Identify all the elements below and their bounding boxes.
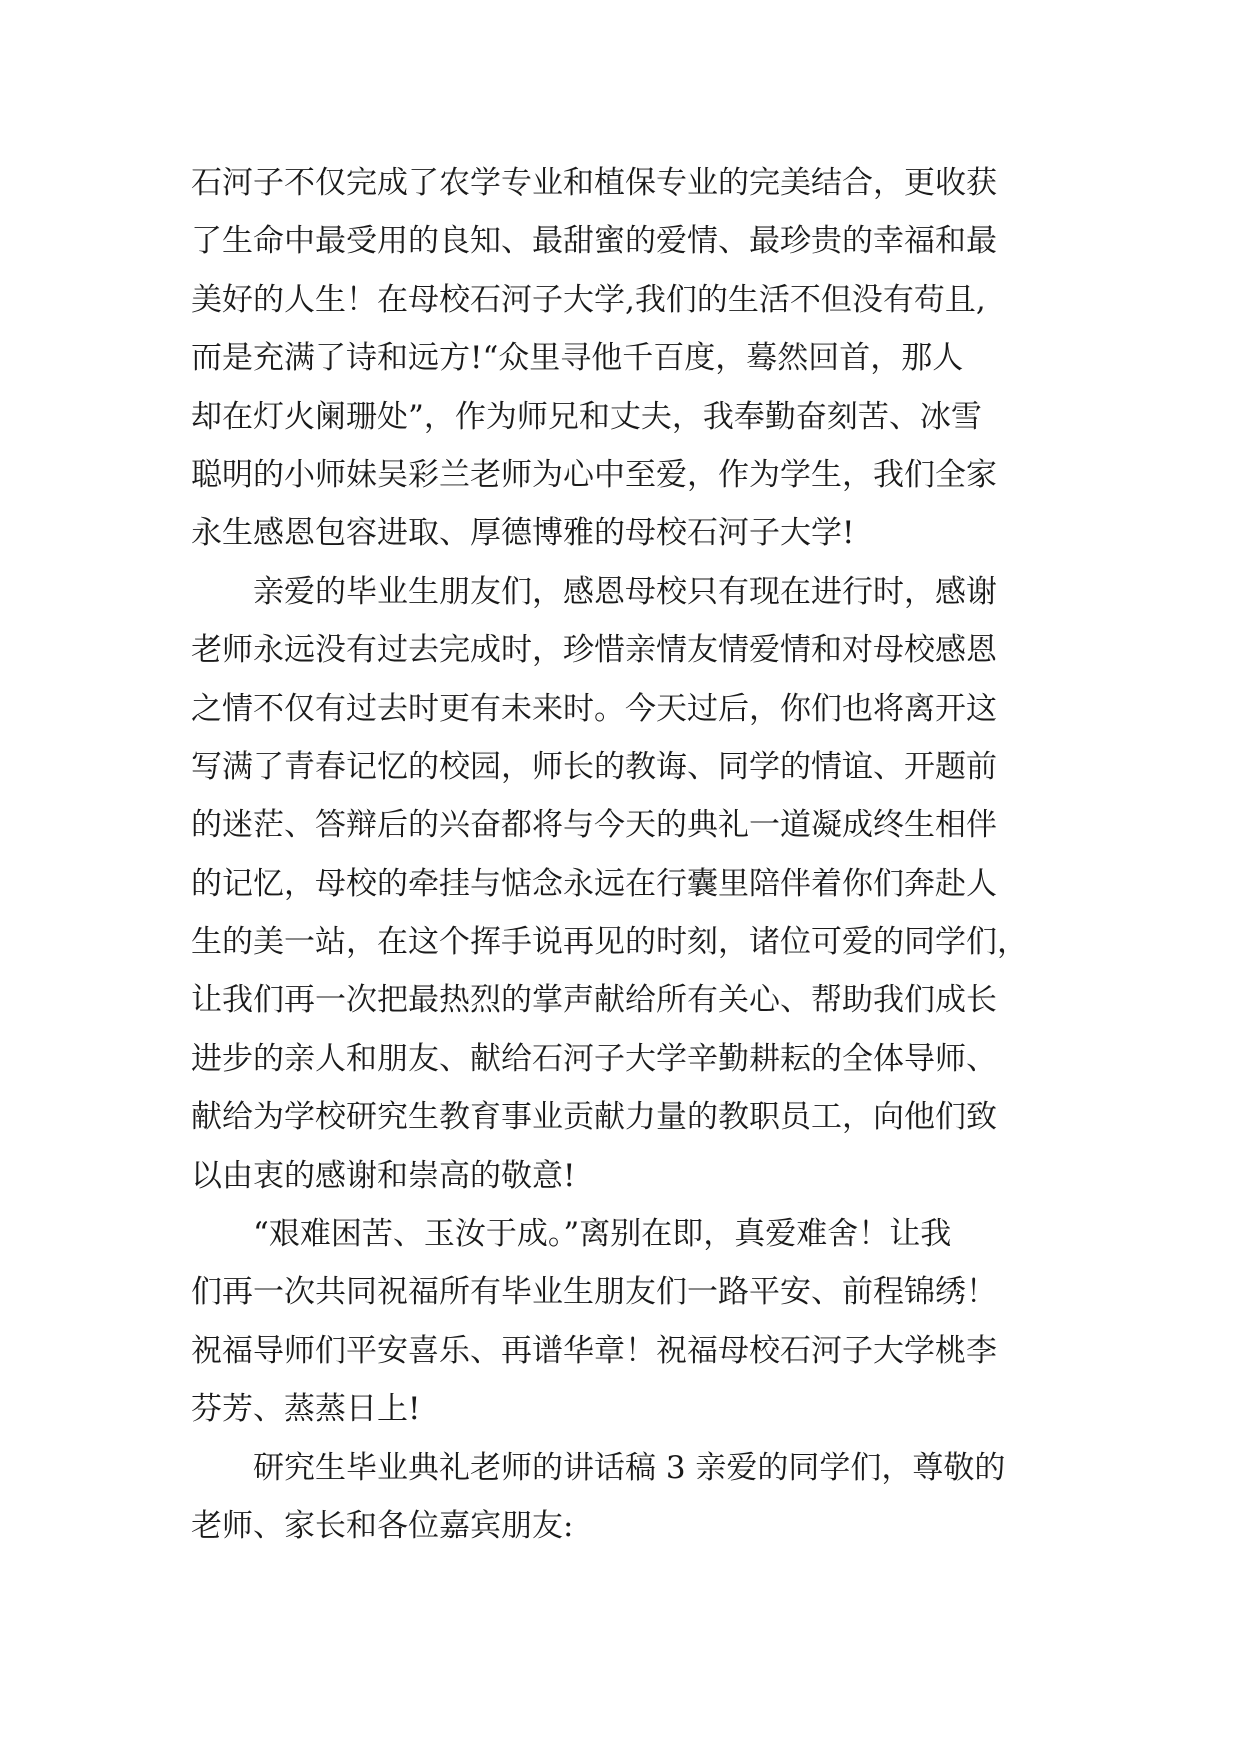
text-line: 老师、家长和各位嘉宾朋友:	[191, 1507, 574, 1544]
paragraph-start-line: “艰难困苦、玉汝于成。”离别在即，真爱难舍！让我	[191, 1216, 952, 1253]
paragraph-start-line: 亲爱的毕业生朋友们，感恩母校只有现在进行时，感谢	[191, 573, 997, 610]
text-line: 的记忆，母校的牵挂与惦念永远在行囊里陪伴着你们奔赴人	[191, 865, 997, 902]
text-line: 芬芳、蒸蒸日上!	[191, 1391, 421, 1428]
text-line: 却在灯火阑珊处”，作为师兄和丈夫，我奉勤奋刻苦、冰雪	[191, 398, 982, 435]
paragraph-start-line: 研究生毕业典礼老师的讲话稿 3 亲爱的同学们，尊敬的	[191, 1449, 1006, 1486]
text-line: 让我们再一次把最热烈的掌声献给所有关心、帮助我们成长	[191, 982, 997, 1019]
document-body	[191, 154, 1091, 1555]
text-line: 写满了青春记忆的校园，师长的教诲、同学的情谊、开题前	[191, 748, 997, 785]
text-line: 以由衷的感谢和崇高的敬意!	[191, 1157, 576, 1194]
text-line: 永生感恩包容进取、厚德博雅的母校石河子大学!	[191, 515, 855, 552]
text-line: 们再一次共同祝福所有毕业生朋友们一路平安、前程锦绣！	[191, 1274, 997, 1311]
text-line: 生的美一站，在这个挥手说再见的时刻，诸位可爱的同学们，	[191, 924, 1028, 961]
text-line: 了生命中最受用的良知、最甜蜜的爱情、最珍贵的幸福和最	[191, 223, 997, 260]
text-line: 献给为学校研究生教育事业贡献力量的教职员工，向他们致	[191, 1099, 997, 1136]
text-line: 祝福导师们平安喜乐、再谱华章！祝福母校石河子大学桃李	[191, 1332, 997, 1369]
text-line: 美好的人生！在母校石河子大学,我们的生活不但没有苟且,	[191, 281, 986, 318]
text-line: 进步的亲人和朋友、献给石河子大学辛勤耕耘的全体导师、	[191, 1040, 997, 1077]
text-line: 老师永远没有过去完成时，珍惜亲情友情爱情和对母校感恩	[191, 632, 997, 669]
text-line: 而是充满了诗和远方!“众里寻他千百度，蓦然回首，那人	[191, 340, 964, 377]
text-line: 聪明的小师妹吴彩兰老师为心中至爱，作为学生，我们全家	[191, 456, 997, 493]
text-line: 之情不仅有过去时更有未来时。今天过后，你们也将离开这	[191, 690, 997, 727]
text-line: 的迷茫、答辩后的兴奋都将与今天的典礼一道凝成终生相伴	[191, 807, 997, 844]
text-line: 石河子不仅完成了农学专业和植保专业的完美结合，更收获	[191, 165, 997, 201]
